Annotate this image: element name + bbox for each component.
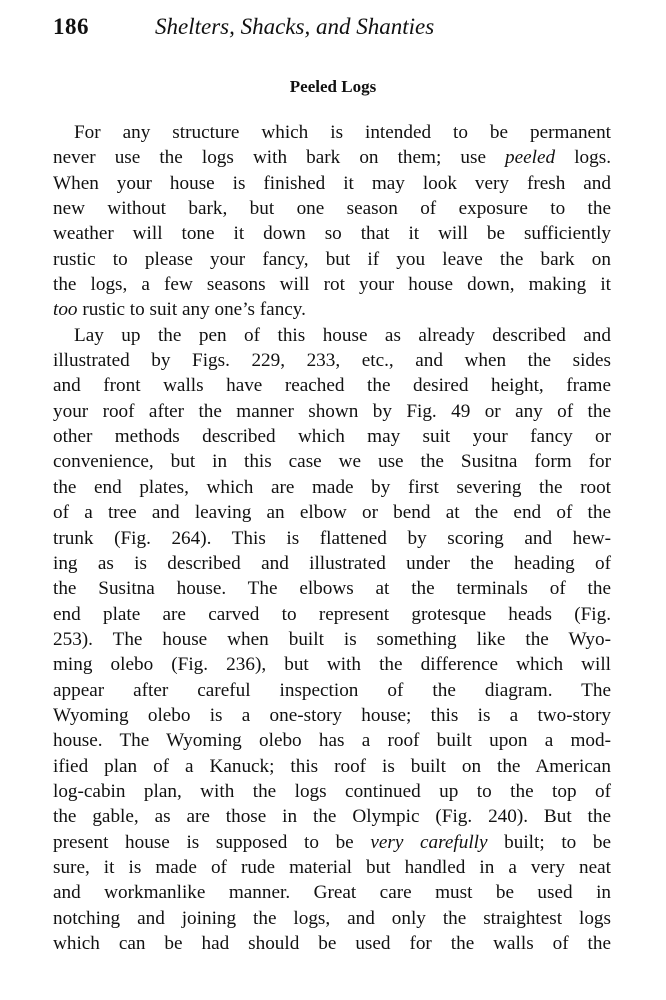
text-line	[53, 551, 611, 576]
text-run: appear after careful inspection of the diagram. The	[53, 679, 611, 701]
text-run: the end plates, which are made by first severing the root	[53, 476, 611, 498]
text-run: built; to be	[487, 831, 612, 853]
text-line	[53, 931, 611, 956]
text-run: the logs, a few seasons will rot your house down, making it	[53, 274, 611, 296]
text-line	[53, 627, 611, 652]
text-run: weather will tone it down so that it will be sufficiently	[53, 223, 611, 245]
italic-text: very carefully	[370, 831, 488, 853]
text-run: which can be had should be used for the walls of the	[53, 933, 611, 954]
text-line	[53, 855, 611, 880]
text-line	[53, 221, 611, 246]
text-line	[53, 652, 611, 677]
text-line	[53, 703, 611, 728]
text-line	[53, 754, 611, 779]
text-run: the Susitna house. The elbows at the terminals of the	[53, 578, 611, 600]
text-run: ified plan of a Kanuck; this roof is built on the American	[53, 755, 611, 777]
text-run: present house is supposed to be	[53, 831, 371, 853]
running-title: Shelters, Shacks, and Shanties	[155, 14, 435, 39]
text-line	[53, 906, 611, 931]
text-line	[53, 602, 611, 627]
text-line	[53, 576, 611, 601]
text-line	[53, 728, 611, 753]
text-line	[53, 171, 611, 196]
italic-text: too	[53, 299, 78, 321]
text-line	[53, 475, 611, 500]
text-line	[53, 804, 611, 829]
text-run: your roof after the manner shown by Fig. 49 or any of the	[53, 400, 611, 422]
text-run: house. The Wyoming olebo has a roof built upon a mod-	[53, 730, 611, 752]
page-number: 186	[53, 14, 89, 39]
text-line	[53, 500, 611, 525]
text-line	[53, 297, 611, 322]
text-line	[53, 449, 611, 474]
text-run: illustrated by Figs. 229, 233, etc., and when the sides	[53, 350, 611, 372]
text-run: trunk (Fig. 264). This is flattened by scoring and hew-	[53, 527, 611, 549]
paragraph	[53, 120, 611, 323]
text-run: sure, it is made of rude material but handled in a very neat	[53, 856, 611, 878]
italic-text: peeled	[505, 147, 556, 169]
text-run: logs.	[555, 147, 611, 169]
text-run: rustic to suit any one’s fancy.	[77, 299, 306, 321]
text-line	[53, 373, 611, 398]
text-run: log-cabin plan, with the logs continued up to the top of	[53, 780, 611, 802]
text-line	[53, 424, 611, 449]
text-line	[53, 120, 611, 145]
text-run: Lay up the pen of this house as already described and	[74, 324, 611, 346]
text-run: end plate are carved to represent grotesque heads (Fig.	[53, 603, 611, 625]
text-run: convenience, but in this case we use the Susitna form for	[53, 451, 611, 473]
text-line	[53, 196, 611, 221]
text-line	[53, 678, 611, 703]
text-run: new without bark, but one season of exposure to the	[53, 198, 611, 220]
text-run: ming olebo (Fig. 236), but with the difference which will	[53, 654, 611, 676]
text-line	[53, 348, 611, 373]
text-run: ing as is described and illustrated under the heading of	[53, 552, 611, 574]
text-run: When your house is finished it may look very fresh and	[53, 172, 611, 194]
text-run: rustic to please your fancy, but if you leave the bark on	[53, 248, 611, 270]
text-run: notching and joining the logs, and only the straightest logs	[53, 907, 611, 929]
text-run: 253). The house when built is something like the Wyo-	[53, 628, 611, 650]
text-line	[53, 247, 611, 272]
section-heading: Peeled Logs	[289, 77, 377, 96]
text-line	[53, 830, 611, 855]
text-run: of a tree and leaving an elbow or bend at the end of the	[53, 502, 611, 524]
text-line	[53, 779, 611, 804]
paragraph	[53, 323, 611, 957]
text-line	[53, 880, 611, 905]
text-run: never use the logs with bark on them; use	[53, 147, 506, 169]
running-head	[53, 14, 613, 46]
text-run: and front walls have reached the desired height, frame	[53, 375, 611, 397]
text-line	[53, 399, 611, 424]
text-line	[53, 526, 611, 551]
text-run: the gable, as are those in the Olympic (Fig. 240). But the	[53, 806, 611, 828]
body-text	[53, 120, 611, 956]
text-run: Wyoming olebo is a one-story house; this is a two-story	[53, 704, 611, 726]
text-run: other methods described which may suit your fancy or	[53, 426, 611, 448]
text-line	[53, 272, 611, 297]
text-run: and workmanlike manner. Great care must be used in	[53, 882, 611, 904]
text-line	[53, 145, 611, 170]
text-line	[53, 323, 611, 348]
text-run: For any structure which is intended to be permanent	[74, 122, 611, 143]
